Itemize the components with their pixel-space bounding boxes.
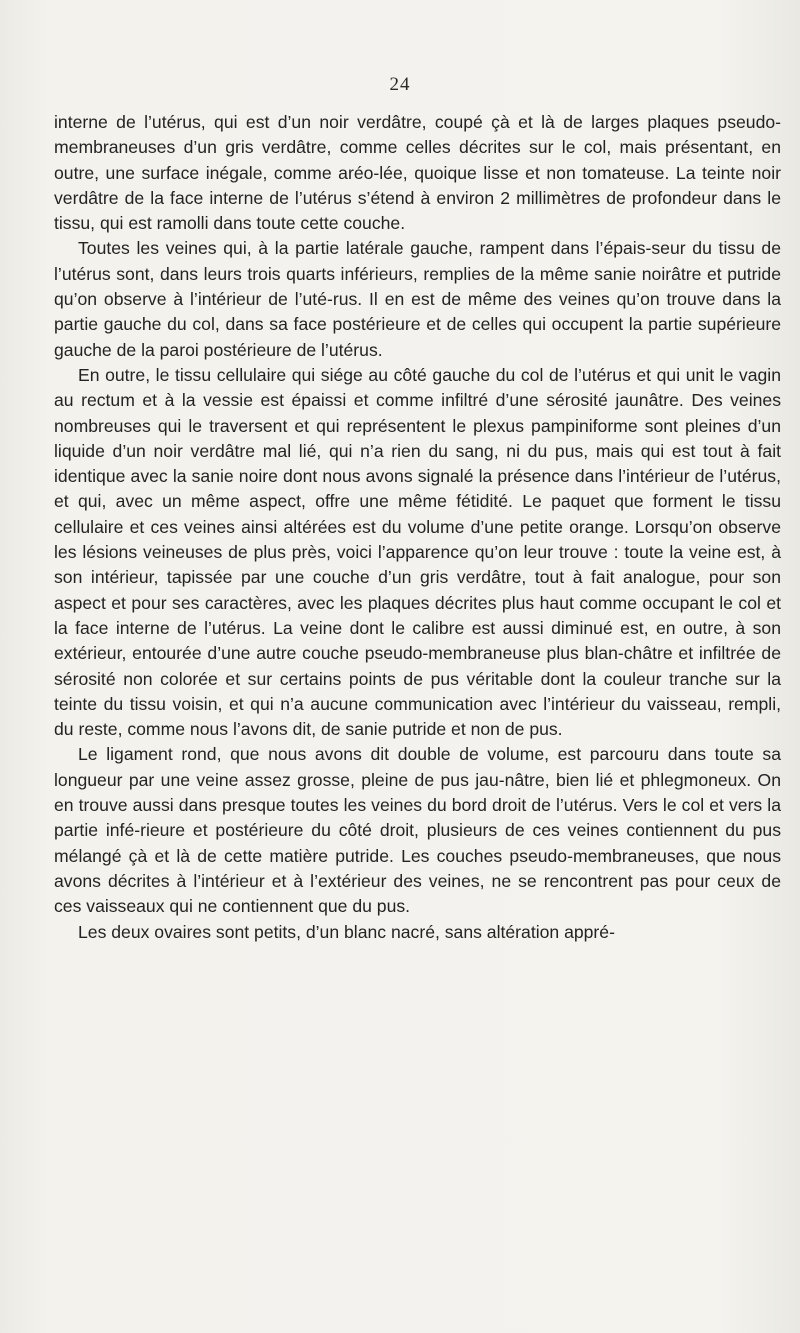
paragraph: Les deux ovaires sont petits, d’un blanc nacré, sans altération appré- bbox=[78, 921, 615, 942]
paragraph: Le ligament rond, que nous avons dit double de volume, est parcouru dans toute sa longueur par une veine assez grosse, pleine de pus jau-nâtre, bien lié et phlegmoneux. On en trouve aussi dans presque toutes les veines du bord droit de l’utérus. Vers le col et vers la partie infé-rieure et postérieure du côté droit, plusieurs de ces veines contiennent du pus mélangé çà et là de cette matière putride. Les couches pseudo-membraneuses, que nous avons décrites à l’intérieur et à l’extérieur des veines, ne se rencontrent pas pour ceux de ces vaisseaux qui ne contiennent que du pus. bbox=[54, 744, 781, 917]
page-number: 24 bbox=[389, 74, 411, 95]
body-text bbox=[54, 110, 781, 945]
paragraph: En outre, le tissu cellulaire qui siége au côté gauche du col de l’utérus et qui unit le vagin au rectum et à la vessie est épaissi et comme infiltré d’une sérosité jaunâtre. Des veines nombreuses qui le traversent et qui représentent le plexus pampiniforme sont pleines d’un liquide d’un noir verdâtre mal lié, qui n’a rien du sang, ni du pus, mais qui est tout à fait identique avec la sanie noire dont nous avons signalé la présence dans l’intérieur de l’utérus, et qui, avec un même aspect, offre une même fétidité. Le paquet que forment le tissu cellulaire et ces veines ainsi altérées est du volume d’une petite orange. Lorsqu’on observe les lésions veineuses de plus près, voici l’apparence qu’on leur trouve : toute la veine est, à son intérieur, tapissée par une couche d’un gris verdâtre, tout à fait analogue, pour son aspect et pour ses caractères, avec les plaques décrites plus haut comme occupant le col et la face interne de l’utérus. La veine dont le calibre est aussi diminué est, en outre, à son extérieur, entourée d’une autre couche pseudo-membraneuse plus blan-châtre et infiltrée de sérosité non colorée et sur certains points de pus véritable dont la couleur tranche sur la teinte du tissu voisin, et qui n’a aucune communication avec l’intérieur du vaisseau, rempli, du reste, comme nous l’avons dit, de sanie putride et non de pus. bbox=[54, 364, 781, 740]
paragraph: interne de l’utérus, qui est d’un noir verdâtre, coupé çà et là de larges plaques pseudo-membraneuses d’un gris verdâtre, comme celles décrites sur le col, mais présentant, en outre, une surface inégale, comme aréo-lée, quoique lisse et non tomateuse. La teinte noir verdâtre de la face interne de l’utérus s’étend à environ 2 millimètres de profondeur dans le tissu, qui est ramolli dans toute cette couche. bbox=[54, 112, 781, 234]
paragraph: Toutes les veines qui, à la partie latérale gauche, rampent dans l’épais-seur du tissu de l’utérus sont, dans leurs trois quarts inférieurs, remplies de la même sanie noirâtre et putride qu’on observe à l’intérieur de l’uté-rus. Il en est de même des veines qu’on trouve dans la partie gauche du col, dans sa face postérieure et de celles qui occupent la partie supérieure gauche de la paroi postérieure de l’utérus. bbox=[54, 238, 781, 360]
